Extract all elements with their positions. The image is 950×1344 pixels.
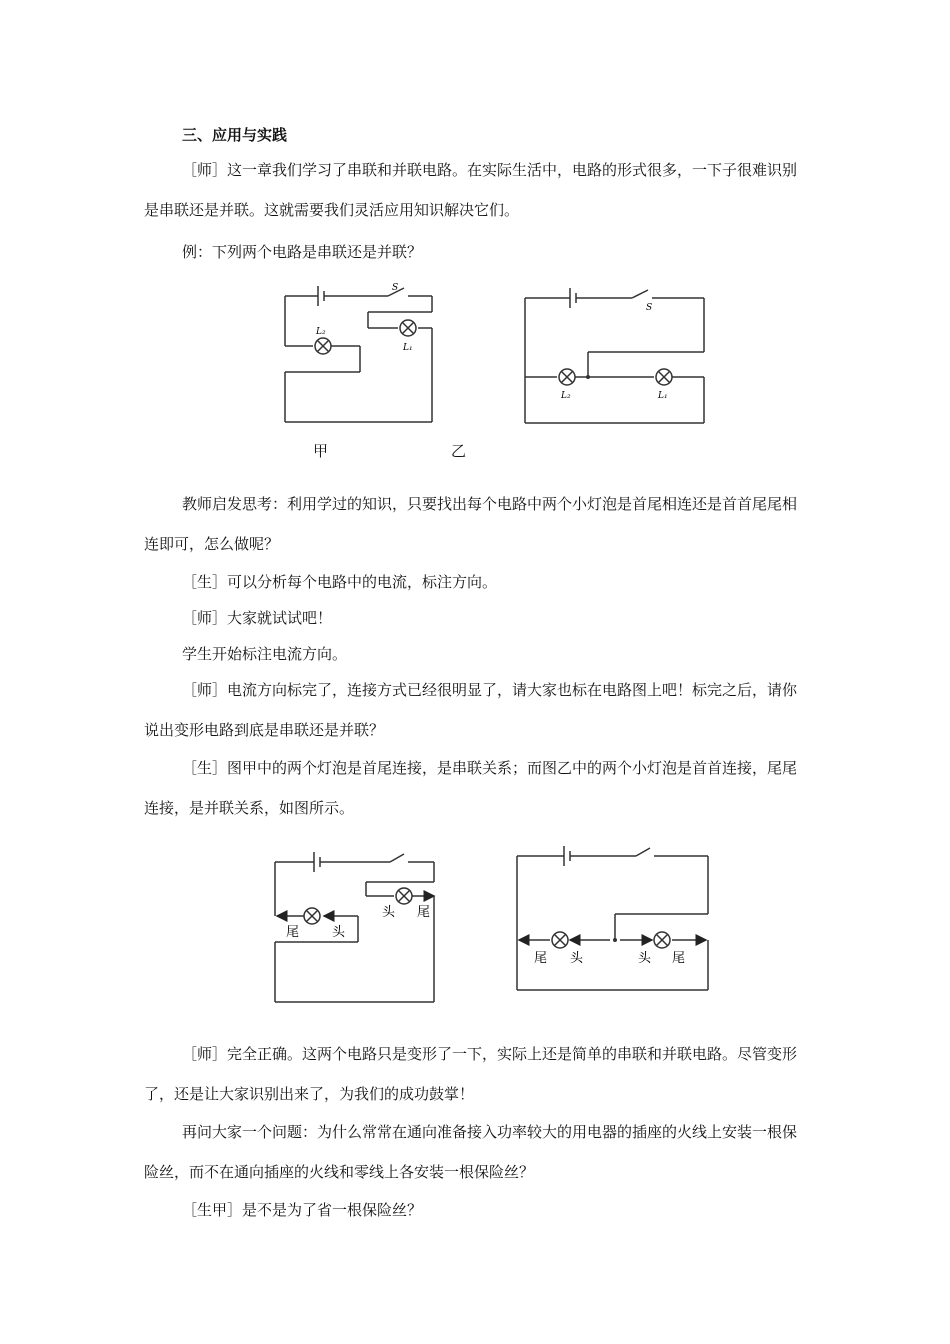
label-head: 头 — [382, 905, 396, 920]
paragraph-teacher-intro — [144, 150, 809, 230]
paragraph-text: 电流方向标完了，连接方式已经很明显了，请大家也标在电路图上吧！标完之后，请你说出变形电路到底是串联还是并联？ — [144, 681, 798, 739]
figure-caption-yi: 乙 — [451, 442, 467, 460]
paragraph-teacher-hint: 教师启发思考：利用学过的知识，只要找出每个电路中两个小灯泡是首尾相连还是首首尾尾相连即可，怎么做呢？ — [144, 495, 798, 553]
section-heading: 三、应用与实践 — [182, 126, 288, 144]
paragraph-teacher-4 — [144, 1034, 809, 1114]
paragraph-text: 是不是为了省一根保险丝？ — [242, 1201, 423, 1219]
lamp-label-l1: L₁ — [658, 391, 668, 401]
paragraph-student-action: 学生开始标注电流方向。 — [182, 645, 348, 663]
paragraph-text: 可以分析每个电路中的电流，标注方向。 — [227, 573, 498, 591]
switch-label: S — [646, 303, 653, 313]
label-tail: 尾 — [417, 905, 431, 920]
speaker-tag: ［师］ — [182, 681, 228, 699]
circuit-diagram-jia-annotated — [272, 850, 442, 1015]
lamp-label-l2: L₂ — [316, 327, 326, 337]
paragraph-teacher-3 — [144, 670, 809, 750]
label-tail: 尾 — [534, 951, 548, 966]
paragraph-text: 图甲中的两个灯泡是首尾连接，是串联关系；而图乙中的两个小灯泡是首首连接，尾尾连接，是并联关系，如图所示。 — [144, 759, 798, 817]
label-tail: 尾 — [286, 925, 300, 940]
paragraph-teacher-2 — [144, 598, 809, 638]
speaker-tag: ［师］ — [182, 161, 228, 179]
paragraph-student-1 — [144, 562, 809, 602]
circuit-diagram-yi — [522, 288, 712, 428]
junction-dot — [586, 375, 590, 379]
label-head: 头 — [332, 925, 346, 940]
lamp-label-l1: L₁ — [403, 343, 413, 353]
switch-blade — [632, 290, 648, 298]
speaker-tag: ［生甲］ — [182, 1201, 243, 1219]
paragraph-student-2 — [144, 748, 809, 828]
label-head: 头 — [638, 951, 652, 966]
paragraph-text: 大家就试试吧！ — [227, 609, 333, 627]
switch-label: S — [392, 283, 399, 293]
paragraph-student-jia — [144, 1190, 809, 1230]
speaker-tag: ［师］ — [182, 609, 228, 627]
circuit-diagram-yi-annotated — [514, 846, 714, 996]
speaker-tag: ［师］ — [182, 1045, 228, 1063]
speaker-tag: ［生］ — [182, 759, 228, 777]
label-tail: 尾 — [672, 951, 686, 966]
speaker-tag: ［生］ — [182, 573, 228, 591]
figure-caption-jia: 甲 — [313, 442, 329, 460]
label-head: 头 — [570, 951, 584, 966]
paragraph-question: 再问大家一个问题：为什么常常在通向准备接入功率较大的用电器的插座的火线上安装一根保险丝，而不在通向插座的火线和零线上各安装一根保险丝？ — [144, 1123, 798, 1181]
example-question: 例：下列两个电路是串联还是并联？ — [182, 243, 423, 261]
paragraph-text: 完全正确。这两个电路只是变形了一下，实际上还是简单的串联和并联电路。尽管变形了，还是让大家识别出来了，为我们的成功鼓掌！ — [144, 1045, 798, 1103]
lamp-label-l2: L₂ — [561, 391, 571, 401]
circuit-diagram-jia — [280, 284, 450, 434]
paragraph-text: 这一章我们学习了串联和并联电路。在实际生活中，电路的形式很多，一下子很难识别是串联还是并联。这就需要我们灵活应用知识解决它们。 — [144, 161, 798, 219]
